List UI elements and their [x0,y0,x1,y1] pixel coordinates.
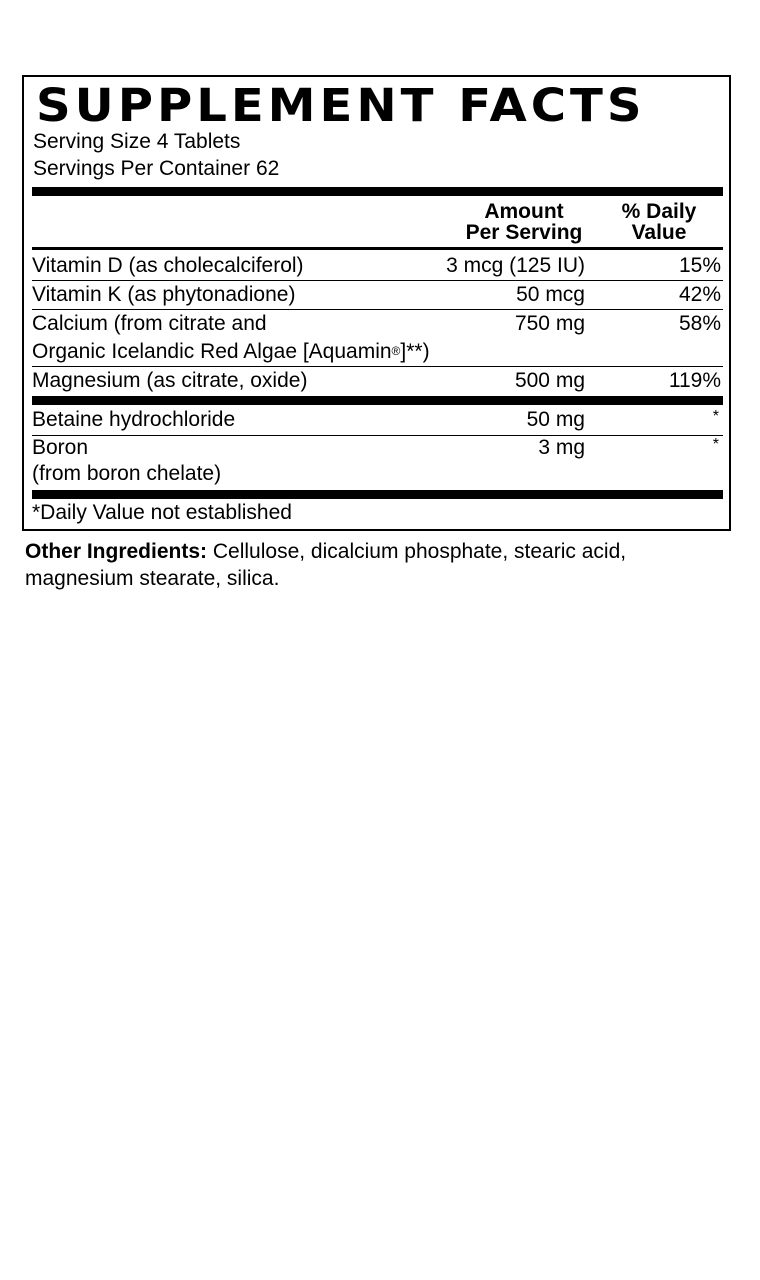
nutrient-amount: 50 mcg [516,283,585,306]
serving-size: Serving Size 4 Tablets [33,130,241,153]
nutrient-name: Calcium (from citrate and [32,312,267,335]
thick-divider-top [32,187,723,196]
nutrient-name: Betaine hydrochloride [32,408,236,431]
nutrient-daily-value: 15% [678,254,721,277]
panel-title: SUPPLEMENT FACTS [36,79,646,132]
nutrient-amount: 3 mcg (125 IU) [446,254,585,277]
nutrient-amount: 3 mg [538,436,585,459]
other-ingredients-label: Other Ingredients: [25,540,208,563]
row-divider [32,366,723,367]
nutrient-name-line2-end: ]**) [400,340,430,363]
nutrient-name-line2: (from boron chelate) [32,462,222,485]
nutrient-name-line2 [32,339,430,365]
registered-mark: ® [391,344,401,358]
nutrient-daily-value-asterisk: * [712,436,719,453]
row-divider [32,309,723,310]
thick-divider-bottom [32,490,723,499]
nutrient-name: Vitamin D (as cholecalciferol) [32,254,304,277]
nutrient-daily-value-asterisk: * [712,408,719,425]
nutrient-amount: 750 mg [514,312,585,335]
amount-header-line1: Amount [484,200,564,223]
row-divider [32,280,723,281]
dv-header-line1: % Daily [621,200,697,223]
supplement-facts-panel [22,75,731,531]
servings-per-container: Servings Per Container 62 [33,157,280,180]
nutrient-name-line2-text: Organic Icelandic Red Algae [Aquamin [32,340,392,363]
amount-header-line2: Per Serving [465,221,583,244]
footnote: *Daily Value not established [32,501,292,524]
dv-header-line2: Value [631,221,687,244]
header-divider [32,247,723,250]
amount-per-serving-header [434,201,614,243]
nutrient-amount: 500 mg [514,369,585,392]
nutrient-daily-value: 58% [678,312,721,335]
nutrient-daily-value: 42% [678,283,721,306]
other-ingredients-text: Cellulose, dicalcium phosphate, stearic acid, magnesium stearate, silica. [25,540,627,590]
nutrient-daily-value: 119% [668,369,721,392]
nutrient-name: Vitamin K (as phytonadione) [32,283,296,306]
nutrient-name: Magnesium (as citrate, oxide) [32,369,308,392]
nutrient-name: Boron [32,436,89,459]
thick-divider-middle [32,396,723,405]
daily-value-header [602,201,716,243]
row-divider [32,435,723,436]
other-ingredients [25,538,740,592]
nutrient-amount: 50 mg [526,408,585,431]
